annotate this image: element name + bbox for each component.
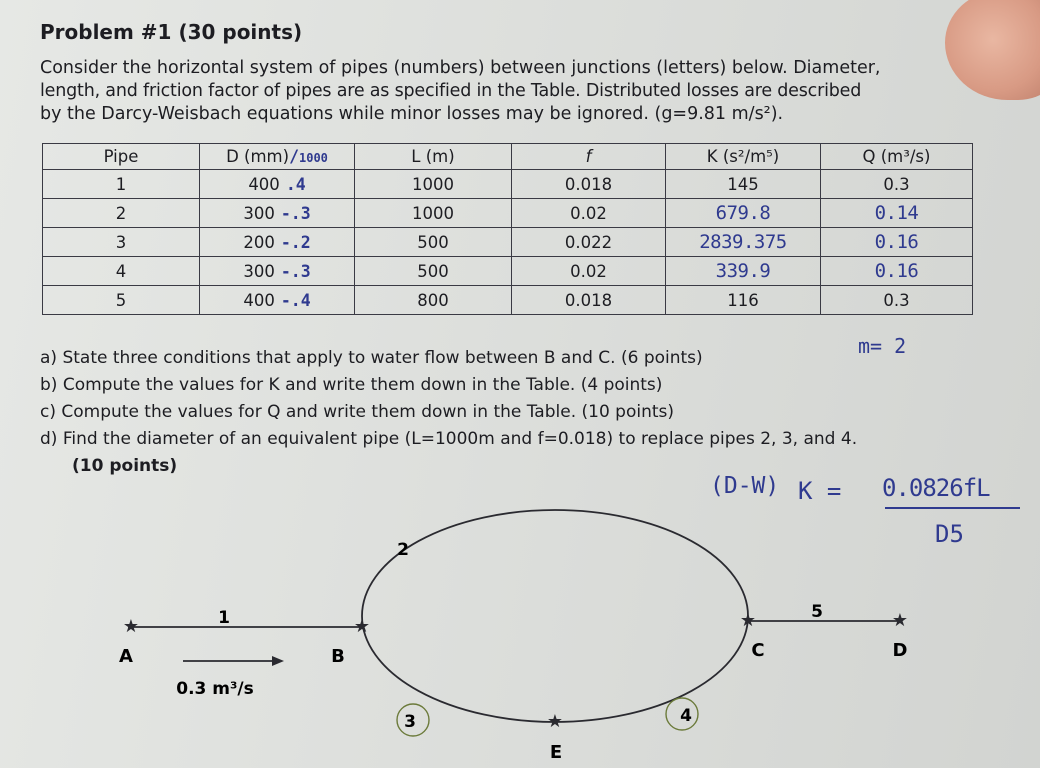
- pipe-1-label: 1: [218, 608, 230, 628]
- cell-length: 500: [355, 228, 512, 257]
- table-row: [43, 286, 973, 315]
- cell-pipe: 5: [43, 286, 200, 315]
- cell-length: 800: [355, 286, 512, 315]
- header-pipe: Pipe: [43, 144, 200, 170]
- cell-pipe: 3: [43, 228, 200, 257]
- node-b-label: B: [331, 646, 345, 667]
- cell-pipe: 4: [43, 257, 200, 286]
- cell-friction: 0.02: [512, 199, 666, 228]
- table-header-row: [43, 144, 973, 170]
- cell-k: 339.9: [666, 257, 821, 286]
- node-a-label: A: [119, 646, 133, 667]
- question-d-points: (10 points): [72, 456, 178, 476]
- cell-friction: 0.018: [512, 170, 666, 199]
- cell-k: 116: [666, 286, 821, 315]
- note-k-lhs: K =: [798, 477, 842, 505]
- cell-friction: 0.018: [512, 286, 666, 315]
- pipe-4-label: 4: [680, 706, 692, 726]
- header-length: L (m): [355, 144, 512, 170]
- node-a-marker: ★: [122, 616, 140, 637]
- diameter-meter-note: -.3: [280, 203, 311, 223]
- table-row: [43, 170, 973, 199]
- pipe-3-label: 3: [404, 712, 416, 732]
- header-k: K (s²/m⁵): [666, 144, 821, 170]
- question-a: a) State three conditions that apply to water flow between B and C. (6 points): [40, 348, 703, 368]
- cell-k: 145: [666, 170, 821, 199]
- node-c-marker: ★: [739, 610, 757, 631]
- questions-list: [40, 345, 857, 480]
- flow-label: 0.3 m³/s: [176, 679, 254, 699]
- pipe-2-label: 2: [397, 540, 409, 560]
- note-k-denominator: D5: [935, 520, 964, 548]
- problem-title: Problem #1 (30 points): [40, 20, 303, 44]
- node-e-marker: ★: [546, 711, 564, 732]
- cell-friction: 0.022: [512, 228, 666, 257]
- note-dw: (D-W): [710, 473, 780, 499]
- node-e-label: E: [549, 742, 563, 763]
- cell-q: 0.3: [821, 286, 973, 315]
- header-diameter: D (mm)/1000: [200, 144, 355, 170]
- cell-pipe: 1: [43, 170, 200, 199]
- cell-diameter: 400 -.4: [200, 286, 355, 315]
- question-c: c) Compute the values for Q and write them down in the Table. (10 points): [40, 402, 675, 422]
- cell-q: 0.16: [821, 257, 973, 286]
- cell-k: 2839.375: [666, 228, 821, 257]
- problem-intro: [40, 57, 960, 126]
- intro-line-3: by the Darcy-Weisbach equations while minor losses may be ignored. (g=9.81 m/s²).: [40, 104, 784, 124]
- diameter-meter-note: -.4: [280, 290, 311, 310]
- diameter-meter-note: -.2: [280, 232, 311, 252]
- intro-line-1: Consider the horizontal system of pipes (numbers) between junctions (letters) below. Diameter,: [40, 58, 881, 78]
- cell-length: 1000: [355, 170, 512, 199]
- pipe-network-diagram: [0, 500, 1040, 768]
- diameter-note: /: [289, 147, 299, 166]
- header-friction: f: [512, 144, 666, 170]
- cell-k: 679.8: [666, 199, 821, 228]
- cell-diameter: 400 .4: [200, 170, 355, 199]
- node-c-label: C: [751, 640, 765, 661]
- pipe-table: [42, 143, 973, 315]
- cell-pipe: 2: [43, 199, 200, 228]
- cell-q: 0.16: [821, 228, 973, 257]
- cell-q: 0.3: [821, 170, 973, 199]
- question-d: d) Find the diameter of an equivalent pipe (L=1000m and f=0.018) to replace pipes 2, 3, and 4.: [40, 429, 858, 449]
- node-d-label: D: [892, 640, 908, 661]
- question-b: b) Compute the values for K and write them down in the Table. (4 points): [40, 375, 663, 395]
- cell-friction: 0.02: [512, 257, 666, 286]
- cell-q: 0.14: [821, 199, 973, 228]
- note-k-numerator: 0.0826fL: [882, 474, 990, 502]
- loop-pipes-2-3-4: [362, 510, 748, 722]
- table-row: [43, 257, 973, 286]
- diameter-meter-note: .4: [285, 174, 306, 194]
- cell-diameter: 300 -.3: [200, 199, 355, 228]
- node-b-marker: ★: [353, 616, 371, 637]
- note-m-value: m= 2: [858, 334, 907, 358]
- cell-diameter: 200 -.2: [200, 228, 355, 257]
- header-q: Q (m³/s): [821, 144, 973, 170]
- table-row: [43, 228, 973, 257]
- cell-length: 1000: [355, 199, 512, 228]
- pipe-5-label: 5: [811, 602, 823, 622]
- diameter-meter-note: -.3: [280, 261, 311, 281]
- cell-length: 500: [355, 257, 512, 286]
- cell-diameter: 300 -.3: [200, 257, 355, 286]
- table-row: [43, 199, 973, 228]
- node-d-marker: ★: [891, 610, 909, 631]
- intro-line-2: length, and friction factor of pipes are as specified in the Table. Distributed losses are described: [40, 81, 862, 101]
- flow-arrow-head: [272, 656, 284, 666]
